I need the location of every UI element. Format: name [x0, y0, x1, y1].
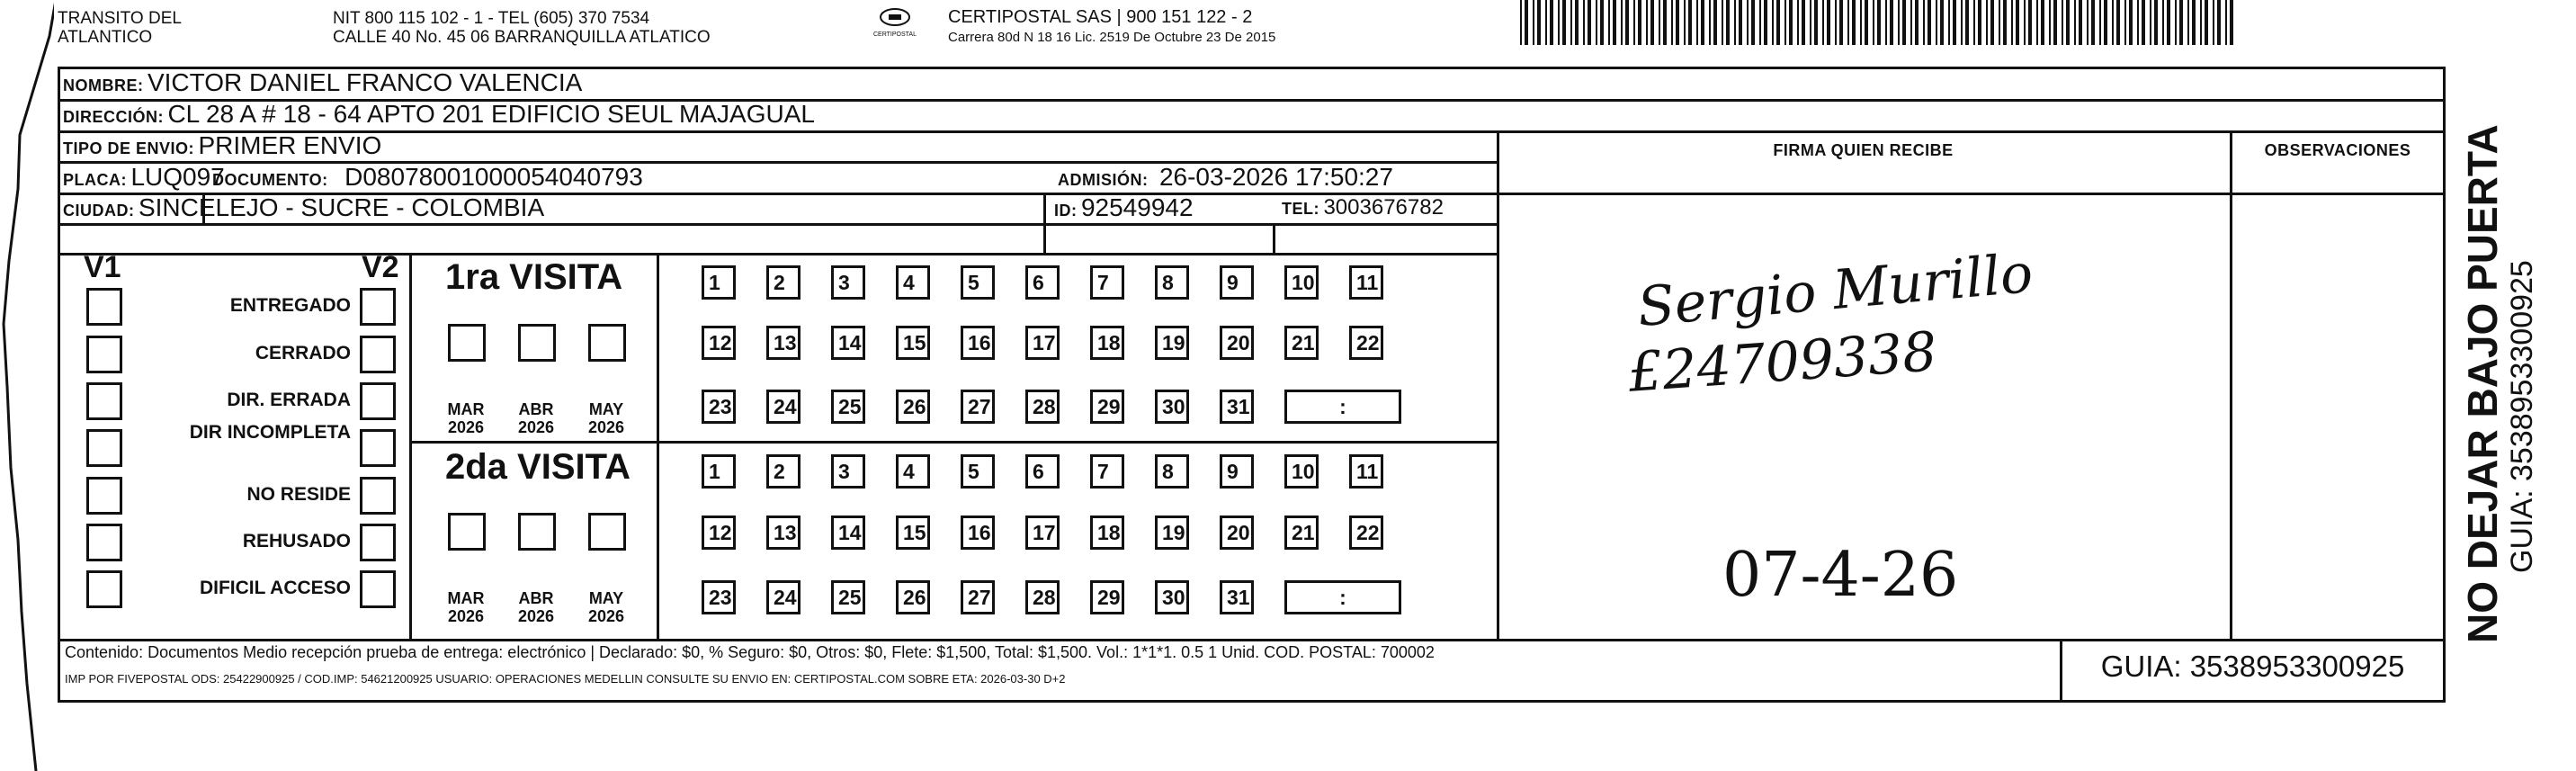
- barcode-bar: [2003, 0, 2007, 45]
- barcode-bar: [2167, 0, 2170, 45]
- day-box[interactable]: 12: [702, 326, 736, 360]
- barcode-bar: [1923, 0, 1925, 45]
- barcode-bar: [1751, 0, 1755, 45]
- barcode-bar: [1759, 0, 1761, 45]
- day-box[interactable]: 11: [1349, 454, 1383, 489]
- barcode-bar: [1986, 0, 1988, 45]
- barcode-bar: [2205, 0, 2208, 45]
- second-visit-title: 2da VISITA: [445, 447, 631, 487]
- month-label: MAR 2026: [447, 589, 485, 625]
- barcode-bar: [1709, 0, 1711, 45]
- day-box[interactable]: 4: [896, 454, 930, 489]
- barcode-bar: [1663, 0, 1667, 45]
- barcode-bar: [1734, 0, 1736, 45]
- barcode-bar: [1910, 0, 1912, 45]
- documento-value: D08078001000054040793: [344, 163, 643, 191]
- v2-label: V2: [362, 250, 399, 284]
- day-box[interactable]: 18: [1090, 326, 1124, 360]
- barcode-bar: [1877, 0, 1881, 45]
- handwritten-signature: Sergio Murillo: [1634, 241, 2035, 340]
- barcode-bar: [1873, 0, 1874, 45]
- barcode-bar: [2112, 0, 2114, 45]
- barcode-bar: [1575, 0, 1579, 45]
- day-box[interactable]: 4: [896, 265, 930, 300]
- barcode-bar: [1525, 0, 1528, 45]
- handwritten-id: £24709338: [1625, 320, 1939, 405]
- month-checkbox[interactable]: [518, 324, 556, 362]
- barcode-bar: [1847, 0, 1849, 45]
- barcode-bar: [1570, 0, 1572, 45]
- day-box[interactable]: 25: [831, 580, 865, 614]
- barcode-bar: [1898, 0, 1900, 45]
- id-label: ID:: [1054, 202, 1078, 220]
- day-box[interactable]: 9: [1220, 265, 1254, 300]
- v2-checkbox[interactable]: [360, 382, 396, 420]
- barcode-bar: [1550, 0, 1553, 45]
- observaciones-header: OBSERVACIONES: [2264, 141, 2411, 159]
- barcode-bar: [1814, 0, 1818, 45]
- barcode-bar: [1613, 0, 1616, 45]
- barcode-bar: [1789, 0, 1793, 45]
- day-box[interactable]: 15: [896, 515, 930, 550]
- day-box[interactable]: 6: [1025, 265, 1060, 300]
- day-box[interactable]: 2: [766, 454, 801, 489]
- status-label: CERRADO: [255, 343, 351, 363]
- day-box[interactable]: 9: [1220, 454, 1254, 489]
- month-checkbox[interactable]: [588, 324, 626, 362]
- day-box[interactable]: 18: [1090, 515, 1124, 550]
- barcode-bar: [1772, 0, 1774, 45]
- barcode-bar: [1545, 0, 1547, 45]
- status-label: DIR INCOMPLETA: [189, 422, 351, 443]
- month-label: MAR 2026: [447, 400, 485, 436]
- barcode-bar: [1533, 0, 1534, 45]
- barcode-bar: [1978, 0, 1981, 45]
- ciudad-row: [63, 193, 544, 222]
- barcode-bar: [2175, 0, 2177, 45]
- barcode-bar: [2053, 0, 2057, 45]
- id-value: 92549942: [1080, 193, 1194, 221]
- firma-header: FIRMA QUIEN RECIBE: [1773, 141, 1954, 159]
- barcode-bar: [1562, 0, 1566, 45]
- barcode-bar: [1890, 0, 1893, 45]
- barcode-bar: [2011, 0, 2013, 45]
- day-box[interactable]: 30: [1155, 390, 1189, 424]
- handwritten-date: 07-4-26: [1722, 540, 1959, 611]
- admision-label: ADMISIÓN:: [1058, 171, 1149, 189]
- id-row: [1054, 193, 1194, 222]
- barcode-bar: [2162, 0, 2164, 45]
- day-box[interactable]: 22: [1349, 515, 1383, 550]
- barcode-bar: [1915, 0, 1919, 45]
- barcode-bar: [1822, 0, 1824, 45]
- v2-checkbox[interactable]: [360, 477, 396, 515]
- day-box[interactable]: 30: [1155, 580, 1189, 614]
- barcode-bar: [1659, 0, 1660, 45]
- v2-checkbox[interactable]: [360, 429, 396, 467]
- barcode-bar: [1588, 0, 1591, 45]
- barcode-bar: [1902, 0, 1906, 45]
- barcode-bar: [1764, 0, 1767, 45]
- v1-checkbox[interactable]: [86, 524, 122, 561]
- v1-checkbox[interactable]: [86, 288, 122, 326]
- tel-row: [1282, 195, 1444, 220]
- day-box[interactable]: 19: [1155, 326, 1189, 360]
- barcode-bar: [1688, 0, 1692, 45]
- status-label: NO RESIDE: [246, 484, 351, 505]
- placa-value: LUQ097: [130, 163, 225, 191]
- footer-content-line: Contenido: Documentos Medio recepción prueba de entrega: electrónico | Declarado: $0, % Seguro: $0, Otros: $0, Flete: $1,500, Total: $1,500. Vol.: 1*1*1. 0.5 1 Unid. COD. POSTAL: 700002: [65, 643, 1435, 661]
- barcode-bar: [2028, 0, 2032, 45]
- admision-value: 26-03-2026 17:50:27: [1158, 163, 1393, 191]
- day-box[interactable]: 19: [1155, 515, 1189, 550]
- day-box[interactable]: 17: [1025, 326, 1060, 360]
- nombre-row: [63, 68, 582, 97]
- status-label: ENTREGADO: [229, 295, 351, 316]
- day-box[interactable]: 31: [1220, 580, 1254, 614]
- tipo-envio-row: [63, 131, 381, 160]
- barcode-bar: [1558, 0, 1560, 45]
- barcode-bar: [1839, 0, 1843, 45]
- day-box[interactable]: 14: [831, 326, 865, 360]
- v2-checkbox[interactable]: [360, 336, 396, 373]
- day-box[interactable]: 28: [1025, 390, 1060, 424]
- tipo-envio-label: TIPO DE ENVIO:: [63, 139, 195, 157]
- ciudad-label: CIUDAD:: [63, 202, 135, 220]
- barcode-bar: [1608, 0, 1610, 45]
- day-box[interactable]: 8: [1155, 265, 1189, 300]
- barcode-bar: [2049, 0, 2051, 45]
- day-box[interactable]: 26: [896, 580, 930, 614]
- time-box[interactable]: :: [1284, 390, 1401, 424]
- day-box[interactable]: 3: [831, 265, 865, 300]
- barcode-bar: [2187, 0, 2189, 45]
- v1-checkbox[interactable]: [86, 382, 122, 420]
- day-box[interactable]: 20: [1220, 326, 1254, 360]
- barcode-bar: [2066, 0, 2070, 45]
- barcode-bar: [1936, 0, 1937, 45]
- barcode-bar: [1827, 0, 1830, 45]
- footer-guia: GUIA: 3538953300925: [2100, 650, 2405, 683]
- day-box[interactable]: 23: [702, 390, 736, 424]
- barcode-bar: [2116, 0, 2120, 45]
- barcode-bar: [2024, 0, 2026, 45]
- month-label: MAY 2026: [587, 589, 625, 625]
- barcode-bar: [2179, 0, 2183, 45]
- day-box[interactable]: 11: [1349, 265, 1383, 300]
- first-visit-title: 1ra VISITA: [445, 257, 623, 297]
- v1-checkbox[interactable]: [86, 429, 122, 467]
- barcode-bar: [1537, 0, 1541, 45]
- day-box[interactable]: 20: [1220, 515, 1254, 550]
- barcode-bar: [1596, 0, 1597, 45]
- footer-print-line: IMP POR FIVEPOSTAL ODS: 25422900925 / COD.IMP: 54621200925 USUARIO: OPERACIONES MEDELLIN CONSULTE SU ENVIO EN: CERTIPOSTAL.COM SOBRE ETA: 2026-03-30 D+2: [65, 672, 1066, 686]
- barcode-bar: [1973, 0, 1975, 45]
- barcode-bar: [1948, 0, 1950, 45]
- day-box[interactable]: 8: [1155, 454, 1189, 489]
- barcode-bar: [1713, 0, 1717, 45]
- company-line: CERTIPOSTAL SAS | 900 151 122 - 2: [948, 7, 1253, 27]
- ciudad-value: SINCELEJO - SUCRE - COLOMBIA: [138, 193, 545, 221]
- day-box[interactable]: 2: [766, 265, 801, 300]
- v1-label: V1: [84, 250, 121, 284]
- barcode-bar: [1953, 0, 1956, 45]
- day-box[interactable]: 17: [1025, 515, 1060, 550]
- admision-row: [1058, 163, 1393, 192]
- day-box[interactable]: 12: [702, 515, 736, 550]
- placa-row: [63, 163, 225, 192]
- month-label: MAY 2026: [587, 400, 625, 436]
- barcode-bar: [2062, 0, 2063, 45]
- month-checkbox[interactable]: [588, 513, 626, 551]
- issuer-nit: NIT 800 115 102 - 1 - TEL (605) 370 7534: [333, 9, 650, 28]
- month-checkbox[interactable]: [448, 324, 486, 362]
- barcode-bar: [1676, 0, 1679, 45]
- v1-checkbox[interactable]: [86, 336, 122, 373]
- day-box[interactable]: 23: [702, 580, 736, 614]
- barcode-bar: [2142, 0, 2145, 45]
- day-box[interactable]: 21: [1284, 326, 1319, 360]
- month-label: ABR 2026: [517, 589, 555, 625]
- day-box[interactable]: 1: [702, 265, 736, 300]
- day-box[interactable]: 3: [831, 454, 865, 489]
- time-box[interactable]: :: [1284, 580, 1401, 614]
- barcode-bar: [1696, 0, 1698, 45]
- barcode-bar: [2036, 0, 2038, 45]
- tipo-envio-value: PRIMER ENVIO: [198, 131, 382, 159]
- day-box[interactable]: 25: [831, 390, 865, 424]
- tel-value: 3003676782: [1323, 195, 1444, 220]
- documento-row: [212, 163, 643, 192]
- barcode-bar: [1928, 0, 1931, 45]
- company-info: [948, 7, 1275, 45]
- day-box[interactable]: 1: [702, 454, 736, 489]
- barcode-bar: [2192, 0, 2196, 45]
- day-box[interactable]: 14: [831, 515, 865, 550]
- barcode-bar: [1810, 0, 1811, 45]
- day-box[interactable]: 5: [961, 265, 995, 300]
- barcode-bar: [2200, 0, 2202, 45]
- nombre-label: NOMBRE:: [63, 76, 144, 94]
- day-box[interactable]: 29: [1090, 580, 1124, 614]
- day-box[interactable]: 21: [1284, 515, 1319, 550]
- barcode-bar: [2129, 0, 2133, 45]
- placa-label: PLACA:: [63, 171, 127, 189]
- barcode-bar: [1784, 0, 1786, 45]
- issuer-contact: [333, 9, 711, 47]
- barcode-bar: [1885, 0, 1887, 45]
- barcode-bar: [1583, 0, 1585, 45]
- day-box[interactable]: 24: [766, 390, 801, 424]
- day-box[interactable]: 26: [896, 390, 930, 424]
- day-box[interactable]: 6: [1025, 454, 1060, 489]
- documento-label: DOCUMENTO:: [212, 171, 328, 189]
- month-label: ABR 2026: [517, 400, 555, 436]
- barcode-bar: [1739, 0, 1742, 45]
- barcode-bar: [2225, 0, 2227, 45]
- barcode-bar: [1671, 0, 1673, 45]
- day-box[interactable]: 29: [1090, 390, 1124, 424]
- side-guia: GUIA: 3538953300925: [2505, 260, 2539, 573]
- barcode-bar: [1650, 0, 1654, 45]
- issuer-address: CALLE 40 No. 45 06 BARRANQUILLA ATLATICO: [333, 28, 711, 47]
- barcode-bar: [2041, 0, 2044, 45]
- v2-checkbox[interactable]: [360, 524, 396, 561]
- barcode-bar: [1625, 0, 1629, 45]
- barcode-bar: [2104, 0, 2107, 45]
- nombre-value: VICTOR DANIEL FRANCO VALENCIA: [147, 68, 583, 96]
- no-dejar-bajo-puerta: NO DEJAR BAJO PUERTA: [2459, 124, 2506, 643]
- day-box[interactable]: 31: [1220, 390, 1254, 424]
- barcode-bar: [1646, 0, 1648, 45]
- barcode-bar: [2016, 0, 2019, 45]
- v2-checkbox[interactable]: [360, 570, 396, 608]
- day-box[interactable]: 28: [1025, 580, 1060, 614]
- barcode-bar: [1999, 0, 2000, 45]
- barcode-bar: [1520, 0, 1522, 45]
- barcode-bar: [1747, 0, 1749, 45]
- v2-checkbox[interactable]: [360, 288, 396, 326]
- torn-edge: [0, 0, 54, 771]
- month-checkbox[interactable]: [448, 513, 486, 551]
- day-box[interactable]: 13: [766, 326, 801, 360]
- barcode-bar: [2099, 0, 2101, 45]
- barcode-bar: [2137, 0, 2139, 45]
- day-box[interactable]: 10: [1284, 265, 1319, 300]
- issuer-name: [58, 9, 182, 47]
- barcode-bar: [1722, 0, 1723, 45]
- day-box[interactable]: 13: [766, 515, 801, 550]
- barcode-bar: [2217, 0, 2221, 45]
- v1-checkbox[interactable]: [86, 477, 122, 515]
- barcode-bar: [1835, 0, 1837, 45]
- barcode-bar: [1802, 0, 1805, 45]
- day-box[interactable]: 27: [961, 390, 995, 424]
- barcode-bar: [1965, 0, 1969, 45]
- barcode-bar: [1701, 0, 1704, 45]
- barcode-bar: [1797, 0, 1799, 45]
- v1-checkbox[interactable]: [86, 570, 122, 608]
- day-box[interactable]: 16: [961, 515, 995, 550]
- barcode-bar: [1852, 0, 1856, 45]
- logo-text: CERTIPOSTAL: [873, 31, 917, 38]
- day-box[interactable]: 15: [896, 326, 930, 360]
- certipostal-logo: [863, 7, 926, 38]
- barcode-bar: [1776, 0, 1780, 45]
- day-box[interactable]: 7: [1090, 454, 1124, 489]
- barcode-bar: [1940, 0, 1944, 45]
- barcode: [1520, 0, 2240, 47]
- day-box[interactable]: 24: [766, 580, 801, 614]
- direccion-value: CL 28 A # 18 - 64 APTO 201 EDIFICIO SEUL MAJAGUAL: [167, 100, 815, 128]
- status-label: DIFICIL ACCESO: [199, 578, 351, 598]
- barcode-bar: [2230, 0, 2233, 45]
- barcode-bar: [1621, 0, 1623, 45]
- barcode-bar: [1865, 0, 1868, 45]
- status-label: DIR. ERRADA: [227, 390, 351, 410]
- day-box[interactable]: 10: [1284, 454, 1319, 489]
- logo-icon: [877, 7, 913, 27]
- issuer-line-2: ATLANTICO: [58, 28, 153, 47]
- barcode-bar: [2091, 0, 2095, 45]
- company-address: Carrera 80d N 18 16 Lic. 2519 De Octubre 23 De 2015: [948, 30, 1276, 45]
- day-box[interactable]: 22: [1349, 326, 1383, 360]
- direccion-label: DIRECCIÓN:: [63, 108, 164, 126]
- month-checkbox[interactable]: [518, 513, 556, 551]
- barcode-bar: [2087, 0, 2089, 45]
- barcode-bar: [1638, 0, 1641, 45]
- barcode-bar: [1990, 0, 1994, 45]
- barcode-bar: [1961, 0, 1963, 45]
- barcode-bar: [1684, 0, 1686, 45]
- day-box[interactable]: 7: [1090, 265, 1124, 300]
- day-box[interactable]: 27: [961, 580, 995, 614]
- day-box[interactable]: 16: [961, 326, 995, 360]
- barcode-bar: [1860, 0, 1862, 45]
- barcode-bar: [2074, 0, 2076, 45]
- barcode-bar: [1726, 0, 1730, 45]
- tel-label: TEL:: [1282, 200, 1319, 218]
- day-box[interactable]: 5: [961, 454, 995, 489]
- barcode-bar: [2213, 0, 2214, 45]
- barcode-bar: [2150, 0, 2151, 45]
- barcode-bar: [1600, 0, 1604, 45]
- barcode-bar: [2124, 0, 2126, 45]
- issuer-line-1: TRANSITO DEL: [58, 9, 182, 28]
- status-label: REHUSADO: [242, 531, 351, 551]
- barcode-bar: [2154, 0, 2158, 45]
- barcode-bar: [1633, 0, 1635, 45]
- barcode-bar: [2079, 0, 2082, 45]
- direccion-row: [63, 100, 815, 129]
